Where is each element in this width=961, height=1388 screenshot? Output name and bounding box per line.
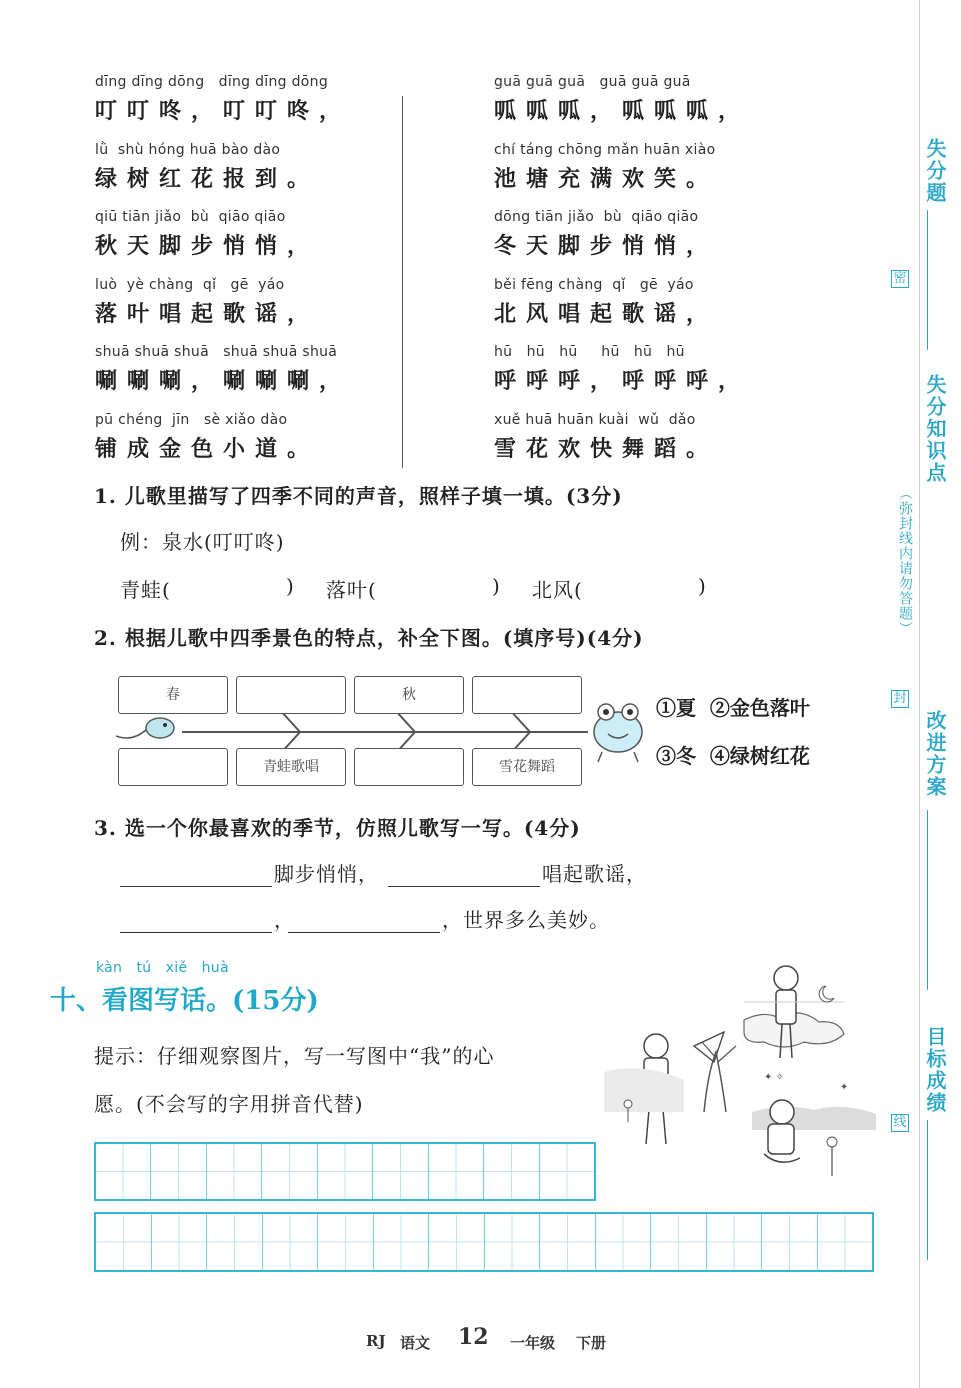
q3-blank-4[interactable] bbox=[288, 932, 440, 933]
q1-leaves-close: ) bbox=[492, 574, 501, 598]
poem-pinyin-line: dōng tiān jiǎo bù qiāo qiāo bbox=[494, 209, 699, 225]
q1-wind-open: 北风( bbox=[532, 578, 583, 602]
writing-grid-cell[interactable] bbox=[207, 1214, 263, 1270]
q3-text-4: ，世界多么美妙。 bbox=[442, 908, 610, 932]
sidebar-mark-3: 线 bbox=[891, 1114, 909, 1132]
writing-grid-cell[interactable] bbox=[263, 1214, 319, 1270]
poem-pinyin-line: hū hū hū hū hū hū bbox=[494, 344, 685, 360]
writing-grid-cell[interactable] bbox=[540, 1144, 594, 1199]
q3-blank-2[interactable] bbox=[388, 886, 540, 887]
sidebar-line-1 bbox=[927, 210, 928, 350]
sidebar-mark-1: 密 bbox=[891, 270, 909, 288]
poem-divider bbox=[402, 96, 403, 468]
diagram-box-top-4[interactable] bbox=[472, 676, 582, 714]
question-1-title: 1. 儿歌里描写了四季不同的声音，照样子填一填。(3分) bbox=[94, 484, 623, 508]
footer-grade: 一年级 bbox=[510, 1334, 556, 1352]
diagram-box-bottom-4: 雪花舞蹈 bbox=[472, 748, 582, 786]
frog-icon bbox=[594, 704, 642, 762]
q3-text-1: 脚步悄悄， bbox=[274, 862, 379, 886]
poem-pinyin-line: běi fēng chàng qǐ gē yáo bbox=[494, 276, 694, 293]
q1-wind-close: ) bbox=[698, 574, 707, 598]
poem-hanzi-line: 叮叮咚，叮叮咚， bbox=[95, 98, 352, 124]
writing-grid-cell[interactable] bbox=[429, 1214, 485, 1270]
poem-pinyin-line: guā guā guā guā guā guā bbox=[494, 74, 691, 90]
writing-grid-cell[interactable] bbox=[374, 1214, 430, 1270]
section-10-hint-1: 提示：仔细观察图片，写一写图中“我”的心 bbox=[94, 1044, 495, 1068]
poem-pinyin-line: dīng dīng dōng dīng dīng dōng bbox=[95, 74, 329, 90]
q1-leaves-answer[interactable] bbox=[388, 574, 488, 602]
writing-grid-cell[interactable] bbox=[651, 1214, 707, 1270]
writing-grid-cell[interactable] bbox=[207, 1144, 262, 1199]
q1-frog-answer[interactable] bbox=[182, 574, 282, 602]
writing-grid-row-2[interactable] bbox=[94, 1212, 874, 1272]
svg-text:✦: ✦ bbox=[840, 1082, 849, 1093]
question-1-example: 例：泉水(叮叮咚) bbox=[120, 530, 285, 554]
q1-frog-close: ) bbox=[286, 574, 295, 598]
poem-pinyin-line: luò yè chàng qǐ gē yáo bbox=[95, 276, 285, 293]
writing-grid-cell[interactable] bbox=[707, 1214, 763, 1270]
poem-pinyin-line: xuě huā huān kuài wǔ dǎo bbox=[494, 411, 696, 428]
question-2-title: 2. 根据儿歌中四季景色的特点，补全下图。(填序号)(4分) bbox=[94, 626, 644, 650]
q3-text-3: ， bbox=[274, 908, 295, 932]
writing-grid-cell[interactable] bbox=[96, 1144, 151, 1199]
sidebar-label-wrong-questions: 失分题 bbox=[923, 138, 947, 204]
footer-edition: RJ bbox=[366, 1332, 386, 1350]
writing-grid-cell[interactable] bbox=[318, 1214, 374, 1270]
q1-leaves-open: 落叶( bbox=[326, 578, 377, 602]
section-10-title: 十、看图写话。(15分) bbox=[50, 986, 319, 1016]
poem-hanzi-line: 唰唰唰，唰唰唰， bbox=[95, 368, 352, 394]
sidebar-note: （弥封线内请勿答题） bbox=[897, 486, 913, 636]
sidebar-line-2 bbox=[927, 810, 928, 990]
section-10-pinyin: kàn tú xiě huà bbox=[96, 960, 229, 976]
q3-text-2: 唱起歌谣， bbox=[542, 862, 647, 886]
poem-pinyin-line: qiū tiān jiǎo bù qiāo qiāo bbox=[95, 209, 286, 225]
writing-grid-cell[interactable] bbox=[262, 1144, 317, 1199]
writing-grid-cell[interactable] bbox=[151, 1144, 206, 1199]
boy-breath-scene bbox=[744, 966, 844, 1058]
sidebar-label-target-score: 目标成绩 bbox=[923, 1026, 947, 1114]
sidebar-border bbox=[919, 0, 920, 1388]
poem-hanzi-line: 冬天脚步悄悄， bbox=[494, 233, 719, 259]
writing-grid-cell[interactable] bbox=[318, 1144, 373, 1199]
q1-frog-open: 青蛙( bbox=[120, 578, 171, 602]
options-row-1: ①夏 ②金色落叶 bbox=[656, 696, 810, 720]
poem-hanzi-line: 落叶唱起歌谣， bbox=[95, 300, 320, 327]
sidebar bbox=[891, 0, 961, 1388]
q3-blank-1[interactable] bbox=[120, 886, 272, 887]
diagram-box-bottom-3[interactable] bbox=[354, 748, 464, 786]
diagram-box-top-2[interactable] bbox=[236, 676, 346, 714]
tadpole-icon bbox=[116, 718, 174, 738]
poem-hanzi-line: 铺成金色小道。 bbox=[95, 435, 320, 462]
writing-grid-cell[interactable] bbox=[485, 1214, 541, 1270]
writing-grid-cell[interactable] bbox=[596, 1214, 652, 1270]
wish-illustration bbox=[604, 962, 884, 1184]
poem-hanzi-line: 秋天脚步悄悄， bbox=[95, 233, 320, 259]
options-row-2: ③冬 ④绿树红花 bbox=[656, 744, 810, 768]
sidebar-label-improvement: 改进方案 bbox=[923, 710, 947, 798]
poem-hanzi-line: 呼呼呼，呼呼呼， bbox=[494, 368, 751, 394]
poem-pinyin-line: shuā shuā shuā shuā shuā shuā bbox=[95, 344, 338, 360]
footer-volume: 下册 bbox=[576, 1334, 607, 1352]
writing-grid-cell[interactable] bbox=[762, 1214, 818, 1270]
writing-grid-cell[interactable] bbox=[96, 1214, 152, 1270]
svg-text:✦ ✧: ✦ ✧ bbox=[764, 1072, 784, 1083]
writing-grid-cell[interactable] bbox=[152, 1214, 208, 1270]
boy-kite-scene bbox=[604, 1032, 736, 1144]
poem-hanzi-line: 绿树红花报到。 bbox=[95, 165, 320, 192]
q3-blank-3[interactable] bbox=[120, 932, 272, 933]
q1-wind-answer[interactable] bbox=[594, 574, 694, 602]
diagram-box-bottom-2: 青蛙歌唱 bbox=[236, 748, 346, 786]
sidebar-line-3 bbox=[927, 1120, 928, 1260]
writing-grid-cell[interactable] bbox=[484, 1144, 539, 1199]
diagram-box-top-3: 秋 bbox=[354, 676, 464, 714]
poem-pinyin-line: chí táng chōng mǎn huān xiào bbox=[494, 141, 716, 158]
poem-hanzi-line: 呱呱呱，呱呱呱， bbox=[494, 98, 751, 124]
poem-hanzi-line: 北风唱起歌谣， bbox=[494, 300, 719, 327]
sidebar-label-knowledge-points: 失分知识点 bbox=[923, 374, 947, 484]
sidebar-mark-2: 封 bbox=[891, 690, 909, 708]
poem-pinyin-line: lǜ shù hóng huā bào dào bbox=[95, 141, 281, 158]
poem-hanzi-line: 池塘充满欢笑。 bbox=[494, 165, 719, 192]
writing-grid-row-1[interactable] bbox=[94, 1142, 596, 1201]
question-3-title: 3. 选一个你最喜欢的季节，仿照儿歌写一写。(4分) bbox=[94, 816, 581, 840]
poem-pinyin-line: pū chéng jīn sè xiǎo dào bbox=[95, 411, 288, 428]
writing-grid-cell[interactable] bbox=[818, 1214, 873, 1270]
writing-grid-cell[interactable] bbox=[540, 1214, 596, 1270]
writing-grid-cell[interactable] bbox=[429, 1144, 484, 1199]
section-10-hint-2: 愿。(不会写的字用拼音代替) bbox=[94, 1092, 364, 1116]
page-number: 12 bbox=[458, 1324, 489, 1350]
diagram-box-top-1: 春 bbox=[118, 676, 228, 714]
writing-grid-cell[interactable] bbox=[373, 1144, 428, 1199]
footer-subject: 语文 bbox=[400, 1334, 431, 1352]
diagram-box-bottom-1[interactable] bbox=[118, 748, 228, 786]
poem-hanzi-line: 雪花欢快舞蹈。 bbox=[494, 435, 719, 462]
